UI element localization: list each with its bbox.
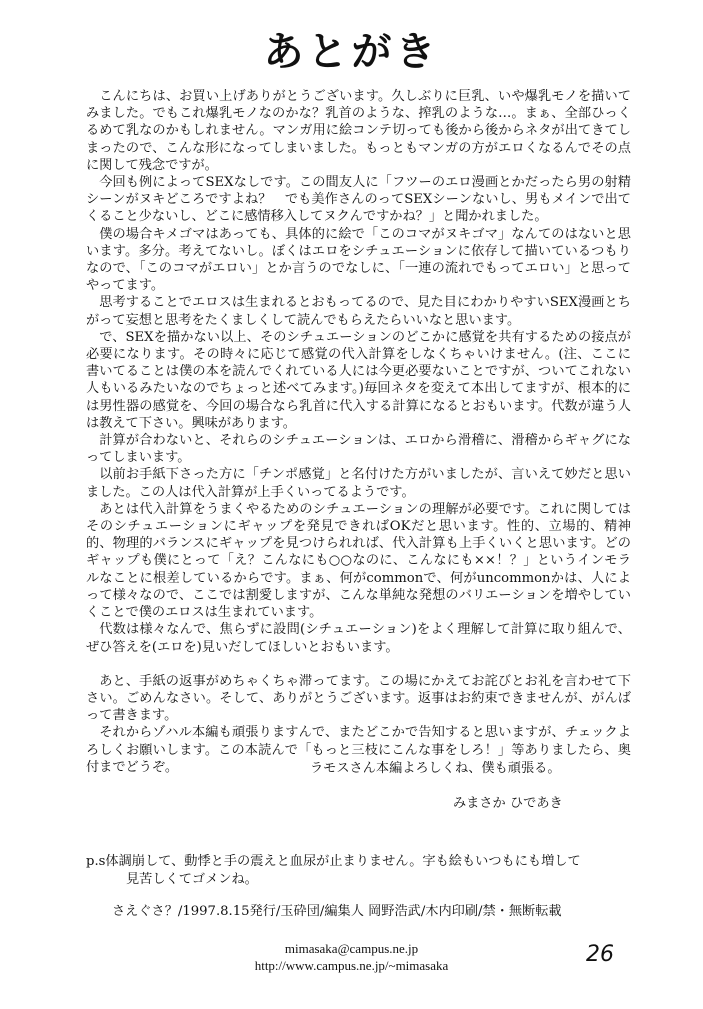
paragraph-calculation: 計算が合わないと、それらのシチュエーションは、エロから滑稽に、滑稽からギャグになってしまいます。 bbox=[86, 433, 631, 466]
page-number: 26 bbox=[586, 942, 614, 967]
paragraph-zohar: それからゾハル本編も頑張りますんで、またどこかで告知すると思いますが、チェックよろしくお願いします。この本読んで「もっと三枝にこんな事をしろ！」等ありましたら、奥付までどうぞ。 bbox=[86, 725, 631, 775]
paragraph-key-panel: 僕の場合キメゴマはあっても、具体的に絵で「このコマがヌキゴマ」なんてのはないと思います。多分。考えてないし。ぼくはエロをシチュエーションに依存して描いているつもりなので、「このコマがエロい」とか言うのでなしに、「一連の流れでもってエロい」と思ってやってます。 bbox=[86, 226, 631, 294]
closing-line: ラモスさん本編よろしくね、僕も頑張る。 bbox=[310, 761, 561, 776]
paragraph-gap: あとは代入計算をうまくやるためのシチュエーションの理解が必要です。これに関してはそのシチュエーションにギャップを発見できればOKだと思います。性的、立場的、精神的、物理的バランスにギャップを見つけられれば、代入計算も上手くいくと思います。どのギャップも僕にとって「え？こんなにも○○なのに、こんなにも××！？」というインモラルなことに根差しているからです。まぁ、何がcommonで、何がuncommonかは、人によって様々なので、ここでは割愛しますが、こんな単純な発想のバリエーションを増やしていくことで僕のエロスは生まれています。 bbox=[86, 501, 631, 621]
paragraph-letter: 以前お手紙下さった方に「チンポ感覚」と名付けた方がいましたが、言いえて妙だと思いました。この人は代入計算が上手くいってるようです。 bbox=[86, 467, 631, 500]
paragraph-no-sex: 今回も例によってSEXなしです。この間友人に「フツーのエロ漫画とかだったら男の射精シーンがヌキどころですよね？ でも美作さんのってSEXシーンないし、男もメインで出てくること少ないし、どこに感情移入してヌクんですかね？」と聞かれました。 bbox=[86, 175, 631, 225]
postscript bbox=[86, 853, 626, 889]
paragraph-thinking: 思考することでエロスは生まれるとおもってるので、見た目にわかりやすいSEX漫画とちがって妄想と思考をたくましくして読んでもらえたらいいなと思います。 bbox=[86, 295, 631, 328]
contact-url: http://www.campus.ne.jp/~mimasaka bbox=[254, 958, 449, 973]
contact-email: mimasaka@campus.ne.jp bbox=[284, 941, 419, 956]
colophon: さえぐさ？/1997.8.15発行/玉砕団/編集人 岡野浩武/木内印刷/禁・無断転載 bbox=[112, 904, 562, 919]
paragraph-replies: あと、手紙の返事がめちゃくちゃ滞ってます。この場にかえてお詫びとお礼を言わせて下さい。ごめんなさい。そして、ありがとうございます。返事はお約束できませんが、がんばって書きます。 bbox=[86, 673, 631, 724]
afterword-body bbox=[86, 88, 631, 776]
paragraph-substitution: で、SEXを描かない以上、そのシチュエーションのどこかに感覚を共有するための接点が必要になります。その時々に応じて感覚の代入計算をしなくちゃいけません。(注、ここに書いてることは僕の本を読んでくれている人には今更必要ないことですが、ついてこれない人もいるみたいなのでちょっと述べてみます。)毎回ネタを変えて本出してますが、根本的には男性器の感覚を、今回の場合なら乳首に代入する計算になるとおもいます。代数が違う人は教えて下さい。興味があります。 bbox=[86, 329, 631, 431]
paragraph-greeting: こんにちは、お買い上げありがとうございます。久しぶりに巨乳、いや爆乳モノを描いてみました。でもこれ爆乳モノなのかな？乳首のような、搾乳のような…。まぁ、全部ひっくるめて乳なのかもしれません。マンガ用に絵コンテ切っても後から後からネタが出てきてしまったので、こんな形になってしまいました。もっともマンガの方がエロくなるんでその点に関して残念ですが。 bbox=[86, 89, 631, 173]
page-title: あとがき bbox=[263, 29, 440, 75]
postscript-line-2: 見苦しくてゴメンね。 bbox=[126, 872, 258, 887]
author-signature: みまさか ひであき bbox=[453, 796, 563, 811]
postscript-line-1: p.s体調崩して、動悸と手の震えと血尿が止まりません。字も絵もいつもにも増して bbox=[86, 854, 581, 869]
paragraph-algebra: 代数は様々なんで、焦らずに設問(シチュエーション)をよく理解して計算に取り組んで、ぜひ答えを(エロを)見いだしてほしいとおもいます。 bbox=[86, 622, 631, 655]
